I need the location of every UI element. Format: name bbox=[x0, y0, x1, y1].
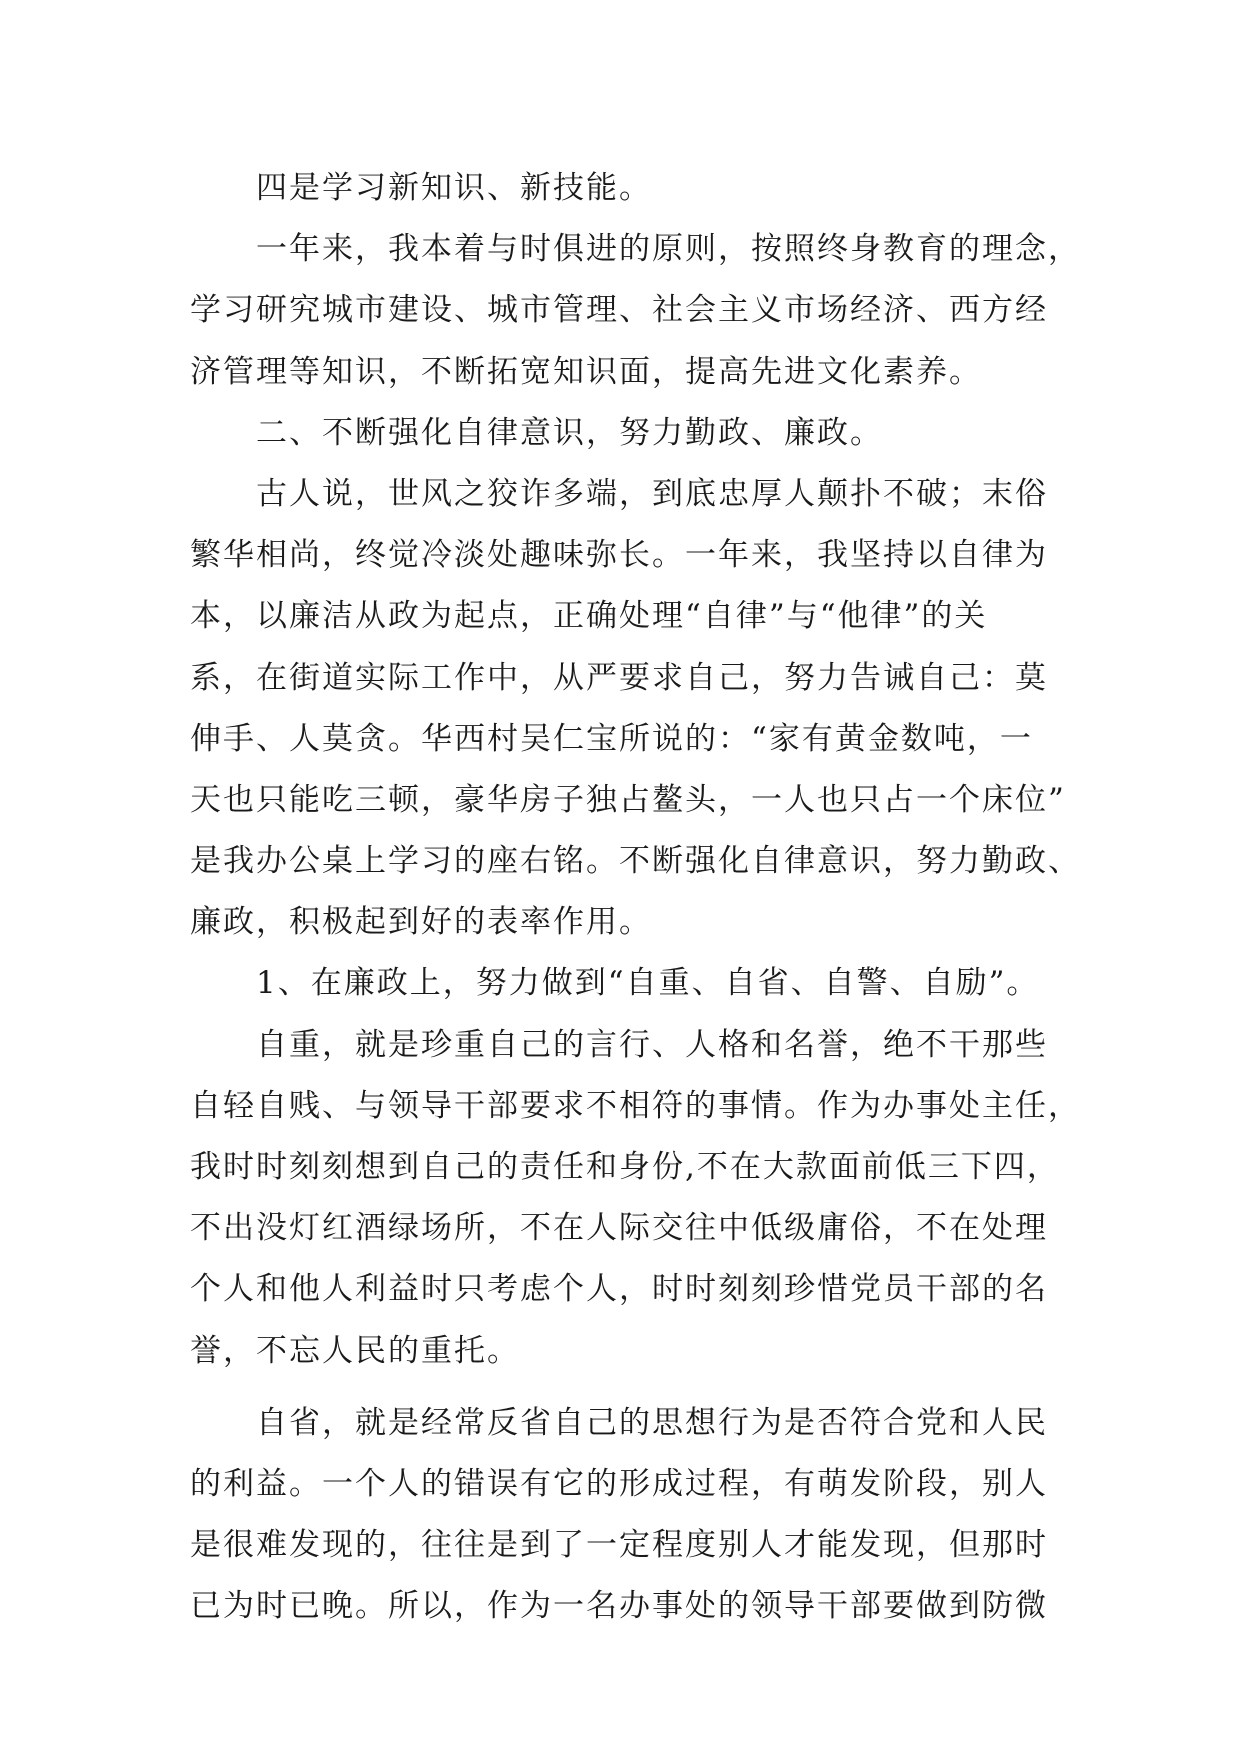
paragraph-line: 已为时已晚。所以，作为一名办事处的领导干部要做到防微 bbox=[190, 1588, 1048, 1625]
paragraph-line: 是很难发现的，往往是到了一定程度别人才能发现，但那时 bbox=[190, 1527, 1048, 1564]
paragraph-line: 济管理等知识，不断拓宽知识面，提高先进文化素养。 bbox=[190, 353, 982, 390]
paragraph-line: 誉，不忘人民的重托。 bbox=[190, 1332, 520, 1369]
paragraph-line: 古人说，世风之狡诈多端，到底忠厚人颠扑不破；末俗 bbox=[256, 475, 1048, 512]
paragraph-line: 学习研究城市建设、城市管理、社会主义市场经济、西方经 bbox=[190, 292, 1048, 329]
paragraph-line: 伸手、人莫贪。华西村吴仁宝所说的：“家有黄金数吨，一 bbox=[190, 720, 1033, 757]
document-body bbox=[190, 158, 1081, 1638]
paragraph-line: 廉政，积极起到好的表率作用。 bbox=[190, 904, 652, 941]
paragraph-spacer bbox=[190, 1382, 1050, 1393]
paragraph-line: 本，以廉洁从政为起点，正确处理“自律”与“他律”的关 bbox=[190, 598, 988, 635]
paragraph-line: 自重，就是珍重自己的言行、人格和名誉，绝不干那些 bbox=[256, 1026, 1048, 1063]
paragraph-line: 自轻自贱、与领导干部要求不相符的事情。作为办事处主任， bbox=[190, 1087, 1081, 1124]
paragraph-line: 系，在街道实际工作中，从严要求自己，努力告诫自己：莫 bbox=[190, 659, 1048, 696]
paragraph-line: 天也只能吃三顿，豪华房子独占鳌头，一人也只占一个床位” bbox=[190, 781, 1066, 818]
paragraph-line: 四是学习新知识、新技能。 bbox=[256, 170, 652, 206]
paragraph-line: 是我办公桌上学习的座右铭。不断强化自律意识，努力勤政、 bbox=[190, 843, 1081, 880]
paragraph-line: 我时时刻刻想到自己的责任和身份,不在大款面前低三下四， bbox=[190, 1149, 1060, 1185]
paragraph-line: 繁华相尚，终觉冷淡处趣味弥长。一年来，我坚持以自律为 bbox=[190, 537, 1048, 574]
section-heading: 二、不断强化自律意识，努力勤政、廉政。 bbox=[256, 414, 883, 451]
paragraph-line: 一年来，我本着与时俱进的原则，按照终身教育的理念， bbox=[256, 231, 1081, 268]
paragraph-line: 的利益。一个人的错误有它的形成过程，有萌发阶段，别人 bbox=[190, 1465, 1048, 1502]
subsection-heading: 1、在廉政上，努力做到“自重、自省、自警、自励”。 bbox=[256, 965, 1040, 1002]
paragraph-line: 自省，就是经常反省自己的思想行为是否符合党和人民 bbox=[256, 1404, 1048, 1441]
paragraph-line: 个人和他人利益时只考虑个人，时时刻刻珍惜党员干部的名 bbox=[190, 1271, 1048, 1308]
paragraph-line: 不出没灯红酒绿场所，不在人际交往中低级庸俗，不在处理 bbox=[190, 1210, 1048, 1247]
